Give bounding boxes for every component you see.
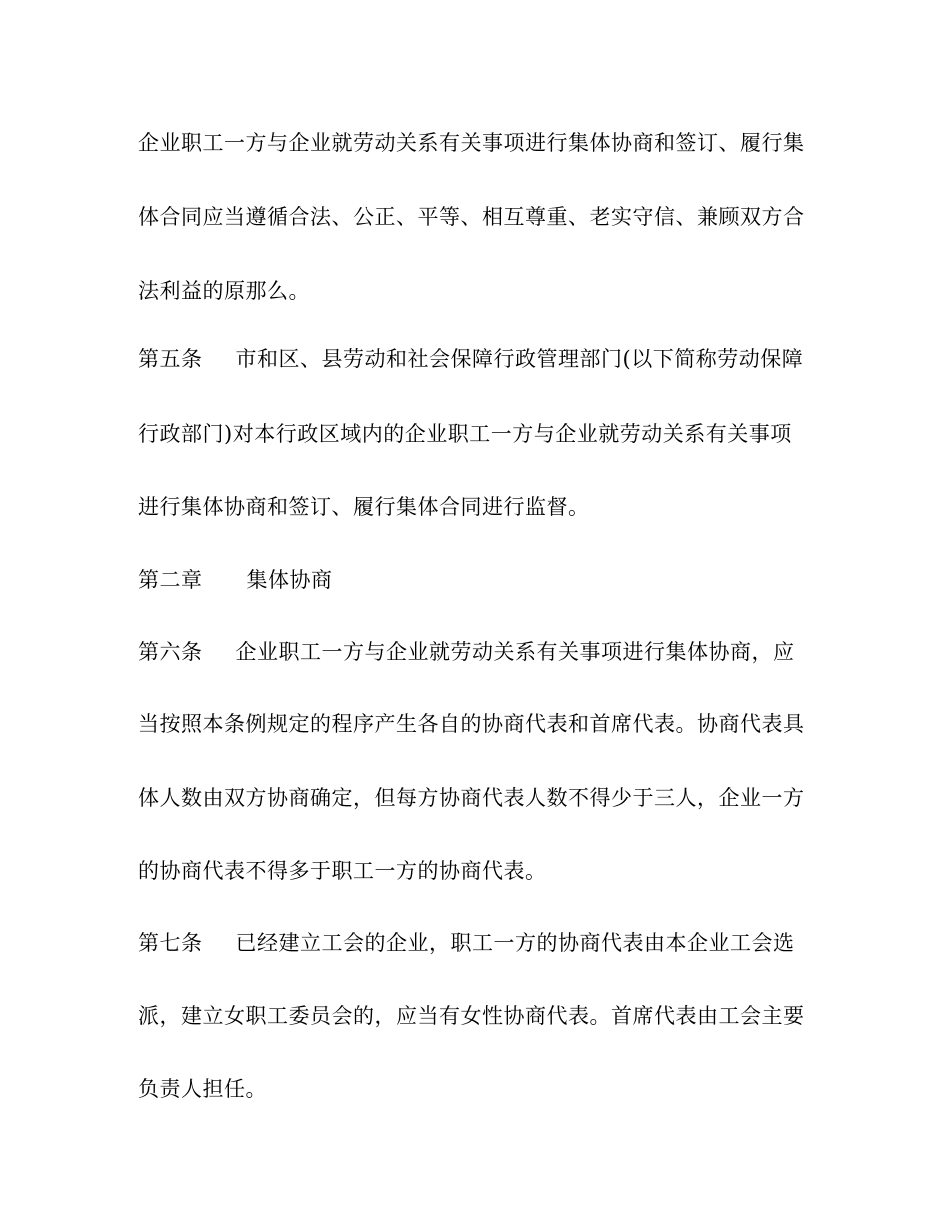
text-line xyxy=(138,492,828,522)
article-text: 市和区、县劳动和社会保障行政管理部门(以下简称劳动保障 xyxy=(235,347,804,371)
line-text: 企业职工一方与企业就劳动关系有关事项进行集体协商和签订、履行集 xyxy=(138,131,805,155)
chapter-title: 集体协商 xyxy=(246,568,333,592)
text-line xyxy=(138,128,828,158)
article-heading-line xyxy=(138,344,828,374)
chapter-label: 第二章 xyxy=(138,568,203,592)
line-text: 负责人担任。 xyxy=(138,1077,267,1101)
article-text: 企业职工一方与企业就劳动关系有关事项进行集体协商，应 xyxy=(235,640,795,664)
line-text: 派，建立女职工委员会的，应当有女性协商代表。首席代表由工会主要 xyxy=(138,1004,805,1028)
text-line xyxy=(138,783,828,813)
line-text: 体合同应当遵循合法、公正、平等、相互尊重、老实守信、兼顾双方合 xyxy=(138,205,805,229)
line-text: 法利益的原那么。 xyxy=(138,279,310,303)
line-text: 的协商代表不得多于职工一方的协商代表。 xyxy=(138,859,547,883)
article-text: 已经建立工会的企业，职工一方的协商代表由本企业工会选 xyxy=(235,931,795,955)
article-label: 第五条 xyxy=(138,347,203,371)
article-heading-line xyxy=(138,637,828,667)
line-text: 行政部门)对本行政区域内的企业职工一方与企业就劳动关系有关事项 xyxy=(138,422,792,446)
line-text: 当按照本条例规定的程序产生各自的协商代表和首席代表。协商代表具 xyxy=(138,712,805,736)
line-text: 进行集体协商和签订、履行集体合同进行监督。 xyxy=(138,495,590,519)
text-line xyxy=(138,1074,828,1104)
article-heading-line xyxy=(138,928,828,958)
chapter-heading-line xyxy=(138,565,828,595)
text-line xyxy=(138,1001,828,1031)
article-label: 第六条 xyxy=(138,640,203,664)
text-line xyxy=(138,276,828,306)
text-line xyxy=(138,202,828,232)
text-line xyxy=(138,419,828,449)
article-label: 第七条 xyxy=(138,931,203,955)
text-line xyxy=(138,856,828,886)
text-line xyxy=(138,709,828,739)
line-text: 体人数由双方协商确定，但每方协商代表人数不得少于三人，企业一方 xyxy=(138,786,805,810)
